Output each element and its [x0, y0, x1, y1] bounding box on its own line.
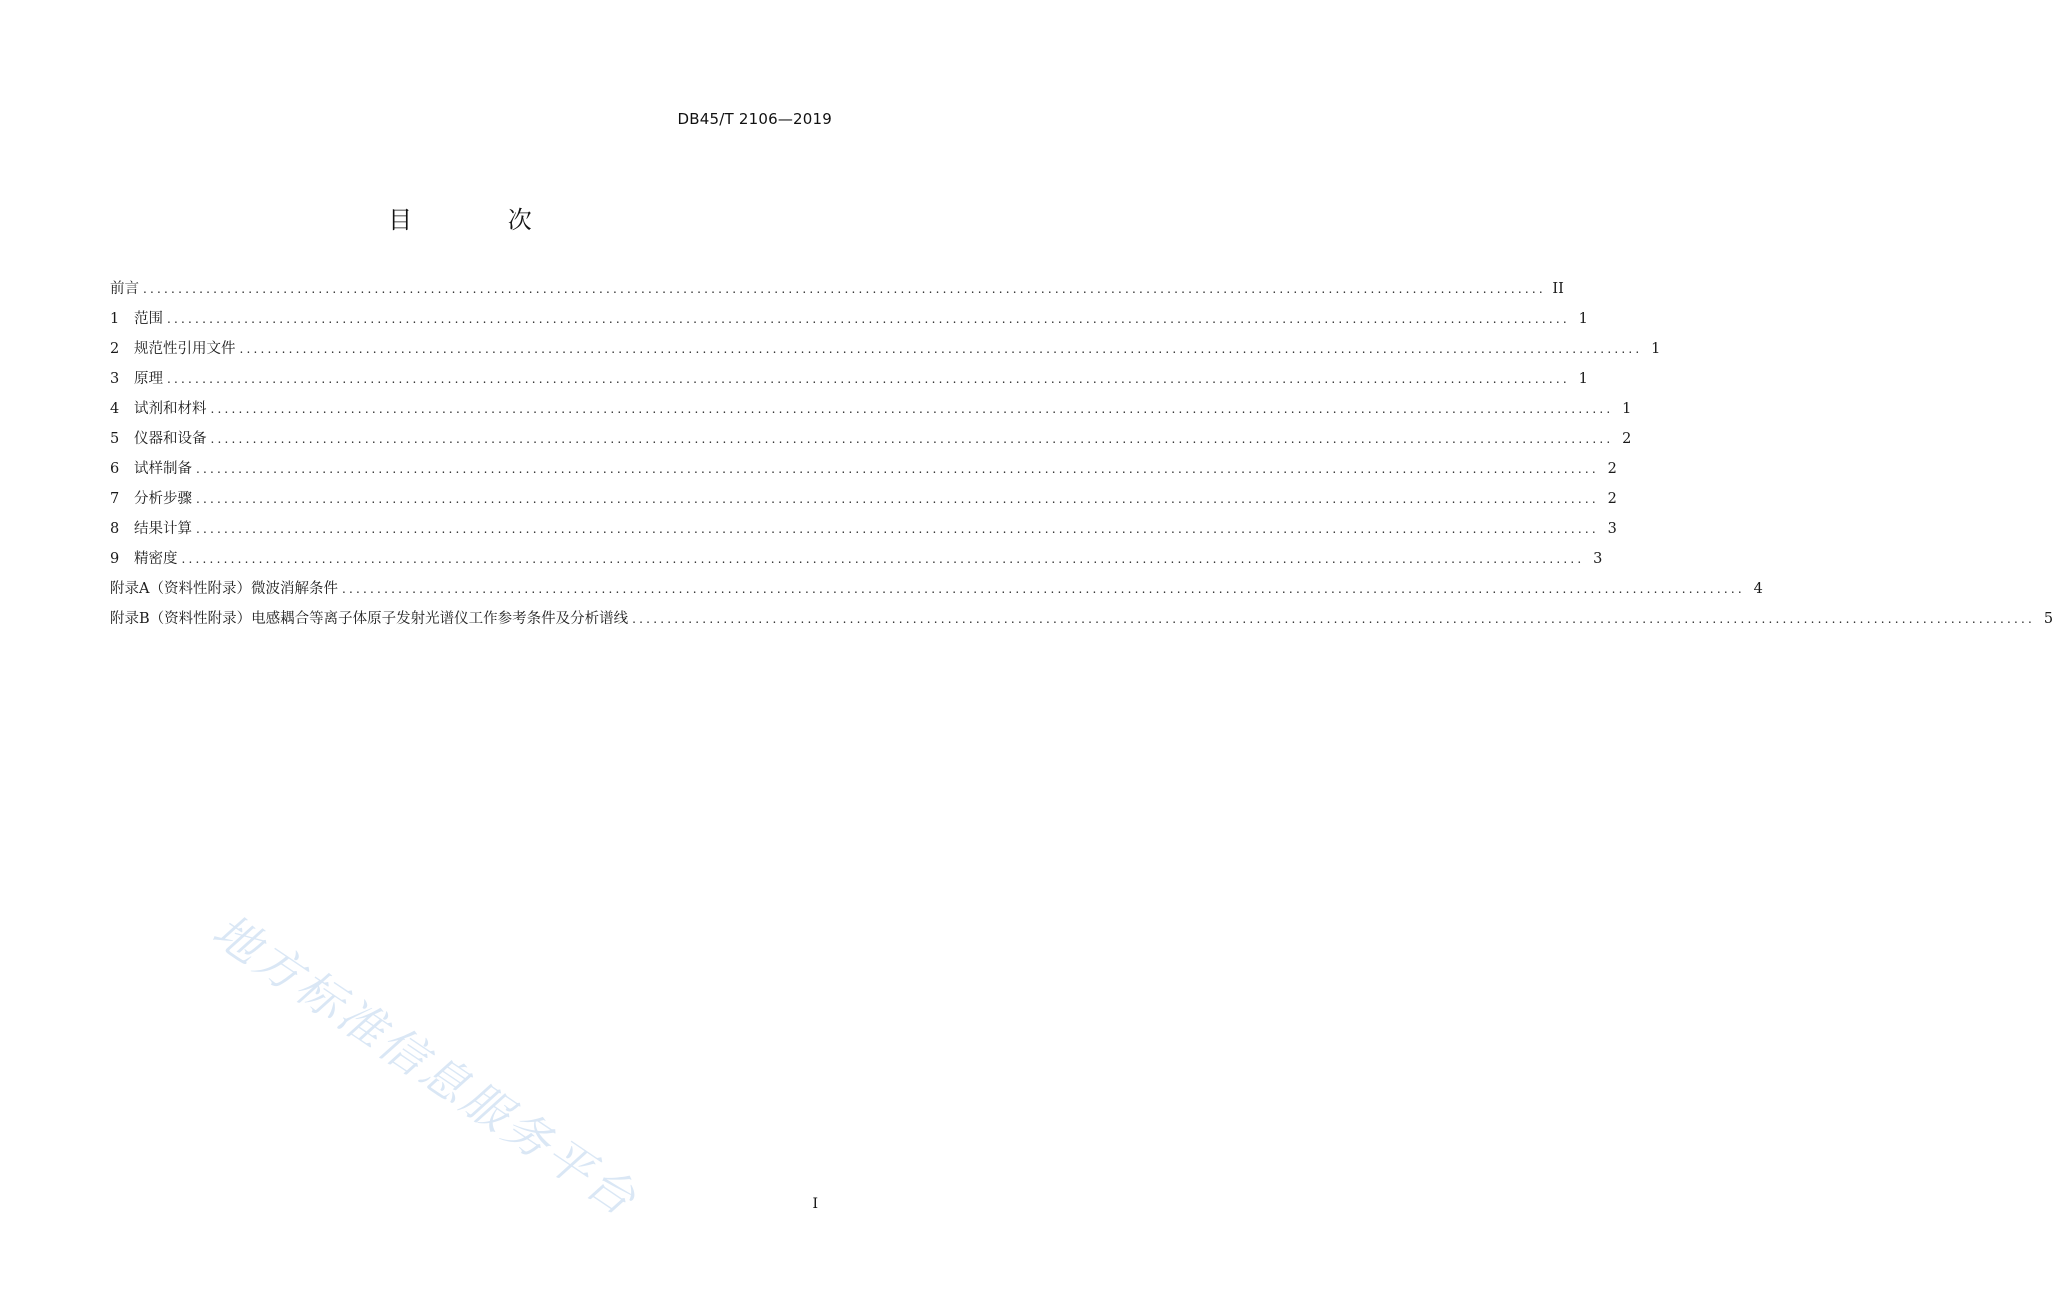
toc-entry[interactable] — [110, 426, 1632, 456]
toc-entry-page: 3 — [1593, 551, 1603, 567]
toc-entry-label: 结果计算 — [134, 521, 192, 537]
toc-entry-number: 2 — [110, 341, 120, 357]
toc-entry-label: 规范性引用文件 — [134, 341, 236, 357]
toc-dot-leader: ........................................................................................................................................................................................................ — [196, 522, 1599, 536]
toc-entry-label: 范围 — [134, 311, 163, 327]
toc-entry-label: 分析步骤 — [134, 491, 192, 507]
toc-entry[interactable] — [110, 486, 1617, 516]
toc-dot-leader: ........................................................................................................................................................................................................ — [143, 282, 1546, 296]
toc-entry-label: 试剂和材料 — [134, 401, 207, 417]
page-number: I — [812, 1196, 818, 1212]
toc-entry-label: 试样制备 — [134, 461, 192, 477]
toc-entry-page: 4 — [1753, 581, 1763, 597]
toc-entry-page: 3 — [1607, 521, 1617, 537]
toc-dot-leader: ........................................................................................................................................................................................................ — [632, 612, 2036, 626]
toc-entry[interactable] — [110, 516, 1617, 546]
toc-entry-number: 3 — [110, 371, 120, 387]
toc-entry[interactable] — [110, 276, 1564, 306]
document-code: DB45/T 2106—2019 — [677, 110, 832, 128]
toc-dot-leader: ........................................................................................................................................................................................................ — [181, 552, 1585, 566]
toc-entry-number: 9 — [110, 551, 120, 567]
toc-entry-number: 6 — [110, 461, 120, 477]
toc-dot-leader: ........................................................................................................................................................................................................ — [196, 492, 1599, 506]
toc-dot-leader: ........................................................................................................................................................................................................ — [341, 582, 1745, 596]
toc-entry-label: 仪器和设备 — [134, 431, 207, 447]
toc-entry[interactable] — [110, 546, 1603, 576]
toc-entry-label: 原理 — [134, 371, 163, 387]
toc-entry[interactable] — [110, 336, 1661, 366]
toc-dot-leader: ........................................................................................................................................................................................................ — [210, 402, 1614, 416]
toc-dot-leader: ........................................................................................................................................................................................................ — [167, 312, 1570, 326]
toc-entry-page: 5 — [2043, 611, 2053, 627]
toc-entry-label: 精密度 — [134, 551, 178, 567]
watermark: 地方标准信息服务平台 — [203, 903, 648, 1228]
toc-entry-number: 1 — [110, 311, 120, 327]
toc-entry-label: 附录B（资料性附录）电感耦合等离子体原子发射光谱仪工作参考条件及分析谱线 — [110, 611, 629, 627]
page-title: 目 次 — [388, 206, 576, 234]
toc-entry-number: 7 — [110, 491, 120, 507]
toc-entry-page: 1 — [1651, 341, 1661, 357]
toc-entry[interactable] — [110, 396, 1632, 426]
toc-entry-page: 1 — [1578, 311, 1588, 327]
toc-dot-leader: ........................................................................................................................................................................................................ — [210, 432, 1614, 446]
toc-entry-number: 8 — [110, 521, 120, 537]
toc-entry[interactable] — [110, 456, 1617, 486]
toc-entry[interactable] — [110, 366, 1588, 396]
toc-entry-label: 附录A（资料性附录）微波消解条件 — [110, 581, 338, 597]
toc-entry-number: 4 — [110, 401, 120, 417]
toc-entry-page: 1 — [1578, 371, 1588, 387]
toc-entry-page: 2 — [1607, 461, 1617, 477]
toc-entry-page: 1 — [1622, 401, 1632, 417]
toc-entry-number: 5 — [110, 431, 120, 447]
toc-entry-page: II — [1552, 281, 1564, 297]
toc-entry[interactable] — [110, 606, 2053, 636]
toc-entry-page: 2 — [1622, 431, 1632, 447]
toc-dot-leader: ........................................................................................................................................................................................................ — [239, 342, 1643, 356]
toc-entry-label: 前言 — [110, 281, 139, 297]
toc-entry[interactable] — [110, 576, 1763, 606]
toc-entry[interactable] — [110, 306, 1588, 336]
toc-dot-leader: ........................................................................................................................................................................................................ — [167, 372, 1570, 386]
toc-entry-page: 2 — [1607, 491, 1617, 507]
toc-dot-leader: ........................................................................................................................................................................................................ — [196, 462, 1599, 476]
table-of-contents — [110, 276, 2053, 636]
